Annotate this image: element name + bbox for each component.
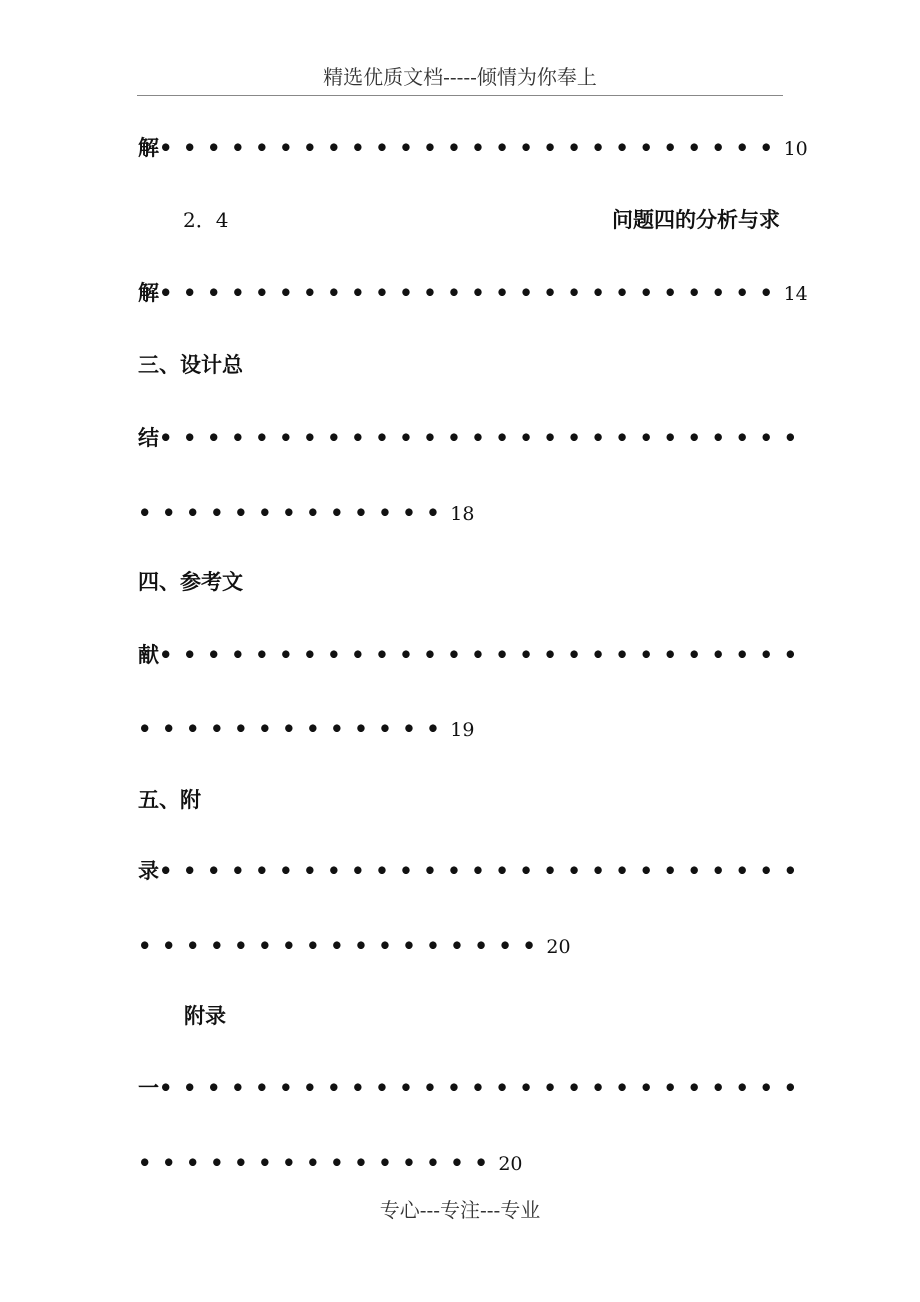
page-footer: 专心---专注---专业 — [379, 1198, 541, 1222]
toc-heading: 三、设计总 — [138, 352, 243, 377]
toc-entry-label: 解 — [138, 280, 159, 305]
leader-dots: ••••••••••••••••••••••••••• — [159, 1075, 808, 1100]
section-number: 2．4 — [183, 208, 229, 232]
page-number: 20 — [546, 936, 571, 958]
leader-dots: ••••••••••••••• — [138, 1150, 499, 1175]
toc-entry — [138, 423, 808, 453]
toc-entry — [138, 278, 808, 308]
toc-entry — [138, 133, 808, 163]
toc-entry-label: 结 — [138, 425, 159, 450]
leader-dots: ••••••••••••• — [138, 716, 451, 741]
leader-dots: •••••••••••••••••••••••••• — [159, 280, 784, 305]
header-rule — [137, 95, 783, 96]
leader-dots: ••••••••••••••••••••••••••• — [159, 425, 808, 450]
page-number: 19 — [450, 719, 475, 741]
toc-entry-label: 献 — [138, 642, 159, 667]
toc-entry — [138, 640, 808, 670]
toc-entry — [138, 498, 474, 528]
page-number: 18 — [450, 503, 475, 525]
section-title: 问题四的分析与求 — [612, 207, 780, 232]
toc-entry-label: 解 — [138, 135, 159, 160]
toc-heading: 附录 — [184, 1003, 226, 1028]
toc-entry — [138, 931, 571, 961]
page-header: 精选优质文档-----倾情为你奉上 — [323, 65, 597, 89]
page-number: 10 — [783, 138, 808, 160]
leader-dots: ••••••••••••••••• — [138, 933, 547, 958]
toc-entry — [138, 1148, 523, 1178]
toc-entry-label: 录 — [138, 858, 159, 883]
toc-heading: 四、参考文 — [138, 569, 243, 594]
leader-dots: ••••••••••••••••••••••••••• — [159, 858, 808, 883]
leader-dots: ••••••••••••••••••••••••••• — [159, 642, 808, 667]
toc-entry — [138, 714, 474, 744]
page-number: 20 — [498, 1153, 523, 1175]
toc-entry-label: 一 — [138, 1075, 159, 1100]
toc-entry — [138, 856, 808, 886]
toc-entry — [138, 1073, 808, 1103]
page-number: 14 — [783, 283, 808, 305]
toc-heading: 五、附 — [138, 787, 201, 812]
leader-dots: ••••••••••••• — [138, 500, 451, 525]
leader-dots: •••••••••••••••••••••••••• — [159, 135, 784, 160]
